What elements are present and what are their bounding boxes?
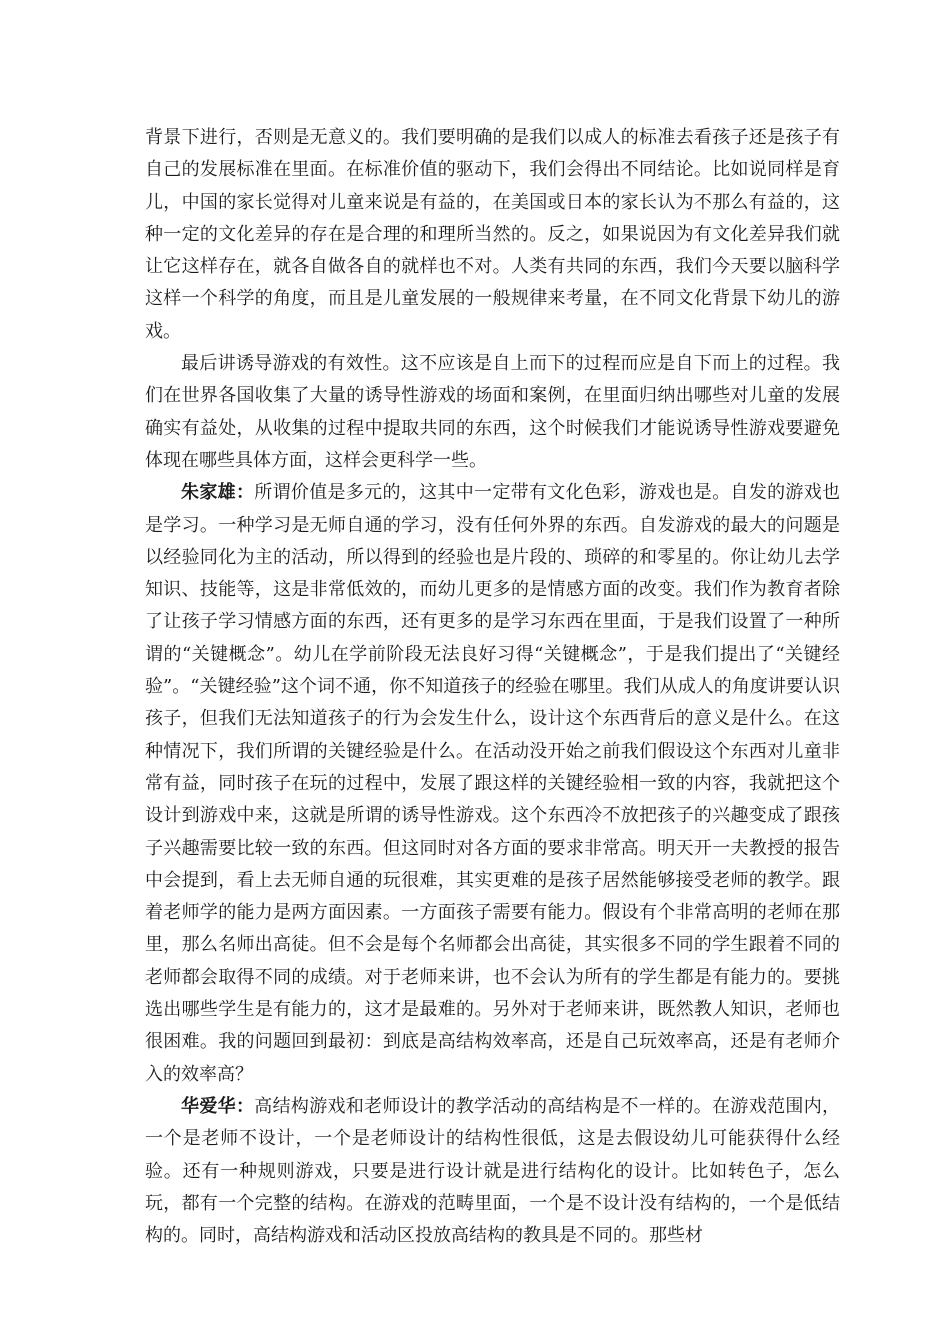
paragraph-text: 所谓价值是多元的，这其中一定带有文化色彩，游戏也是。自发的游戏也是学习。一种学习是无师自通的学习，没有任何外界的东西。自发游戏的最大的问题是以经验同化为主的活动，所以得到的经验也是片段的、琐碎的和零星的。你让幼儿去学知识、技能等，这是非常低效的，而幼儿更多的是情感方面的改变。我们作为教育者除了让孩子学习情感方面的东西，还有更多的是学习东西在里面，于是我们设置了一种所谓的“关键概念”。幼儿在学前阶段无法良好习得“关键概念”，于是我们提出了“关键经验”。“关键经验”这个词不通，你不知道孩子的经验在哪里。我们从成人的角度讲要认识孩子，但我们无法知道孩子的行为会发生什么，设计这个东西背后的意义是什么。在这种情况下，我们所谓的关键经验是什么。在活动没开始之前我们假设这个东西对儿童非常有益，同时孩子在玩的过程中，发展了跟这样的关键经验相一致的内容，我就把这个设计到游戏中来，这就是所谓的诱导性游戏。这个东西冷不放把孩子的兴趣变成了跟孩子兴趣需要比较一致的东西。但这同时对各方面的要求非常高。明天开一夫教授的报告中会提到，看上去无师自通的玩很难，其实更难的是孩子居然能够接受老师的教学。跟着老师学的能力是两方面因素。一方面孩子需要有能力。假设有个非常高明的老师在那里，那么名师出高徒。但不会是每个名师都会出高徒，其实很多不同的学生跟着不同的老师都会取得不同的成绩。对于老师来讲，也不会认为所有的学生都是有能力的。要挑选出哪些学生是有能力的，这才是最难的。另外对于老师来讲，既然教人知识，老师也很困难。我的问题回到最初：到底是高结构效率高，还是自己玩效率高，还是有老师介入的效率高？ — [145, 482, 841, 1085]
paragraph-3 — [145, 477, 840, 1091]
paragraph-2 — [145, 348, 840, 477]
paragraph-1 — [145, 122, 840, 348]
speaker-label: 朱家雄： — [181, 482, 255, 504]
speaker-label: 华爱华： — [181, 1095, 255, 1117]
document-page — [145, 122, 840, 1252]
paragraph-text: 背景下进行，否则是无意义的。我们要明确的是我们以成人的标准去看孩子还是孩子有自己的发展标准在里面。在标准价值的驱动下，我们会得出不同结论。比如说同样是育儿，中国的家长觉得对儿童来说是有益的，在美国或日本的家长认为不那么有益的，这种一定的文化差异的存在是合理的和理所当然的。反之，如果说因为有文化差异我们就让它这样存在，就各自做各自的就样也不对。人类有共同的东西，我们今天要以脑科学这样一个科学的角度，而且是儿童发展的一般规律来考量，在不同文化背景下幼儿的游戏。 — [145, 127, 840, 342]
paragraph-4 — [145, 1091, 840, 1252]
paragraph-text: 高结构游戏和老师设计的教学活动的高结构是不一样的。在游戏范围内，一个是老师不设计，一个是老师设计的结构性很低，这是去假设幼儿可能获得什么经验。还有一种规则游戏，只要是进行设计就是进行结构化的设计。比如转色子，怎么玩，都有一个完整的结构。在游戏的范畴里面，一个是不设计没有结构的，一个是低结构的。同时，高结构游戏和活动区投放高结构的教具是不同的。那些材 — [145, 1095, 841, 1247]
paragraph-text: 最后讲诱导游戏的有效性。这不应该是自上而下的过程而应是自下而上的过程。我们在世界各国收集了大量的诱导性游戏的场面和案例，在里面归纳出哪些对儿童的发展确实有益处，从收集的过程中提取共同的东西，这个时候我们才能说诱导性游戏要避免体现在哪些具体方面，这样会更科学一些。 — [145, 353, 840, 471]
